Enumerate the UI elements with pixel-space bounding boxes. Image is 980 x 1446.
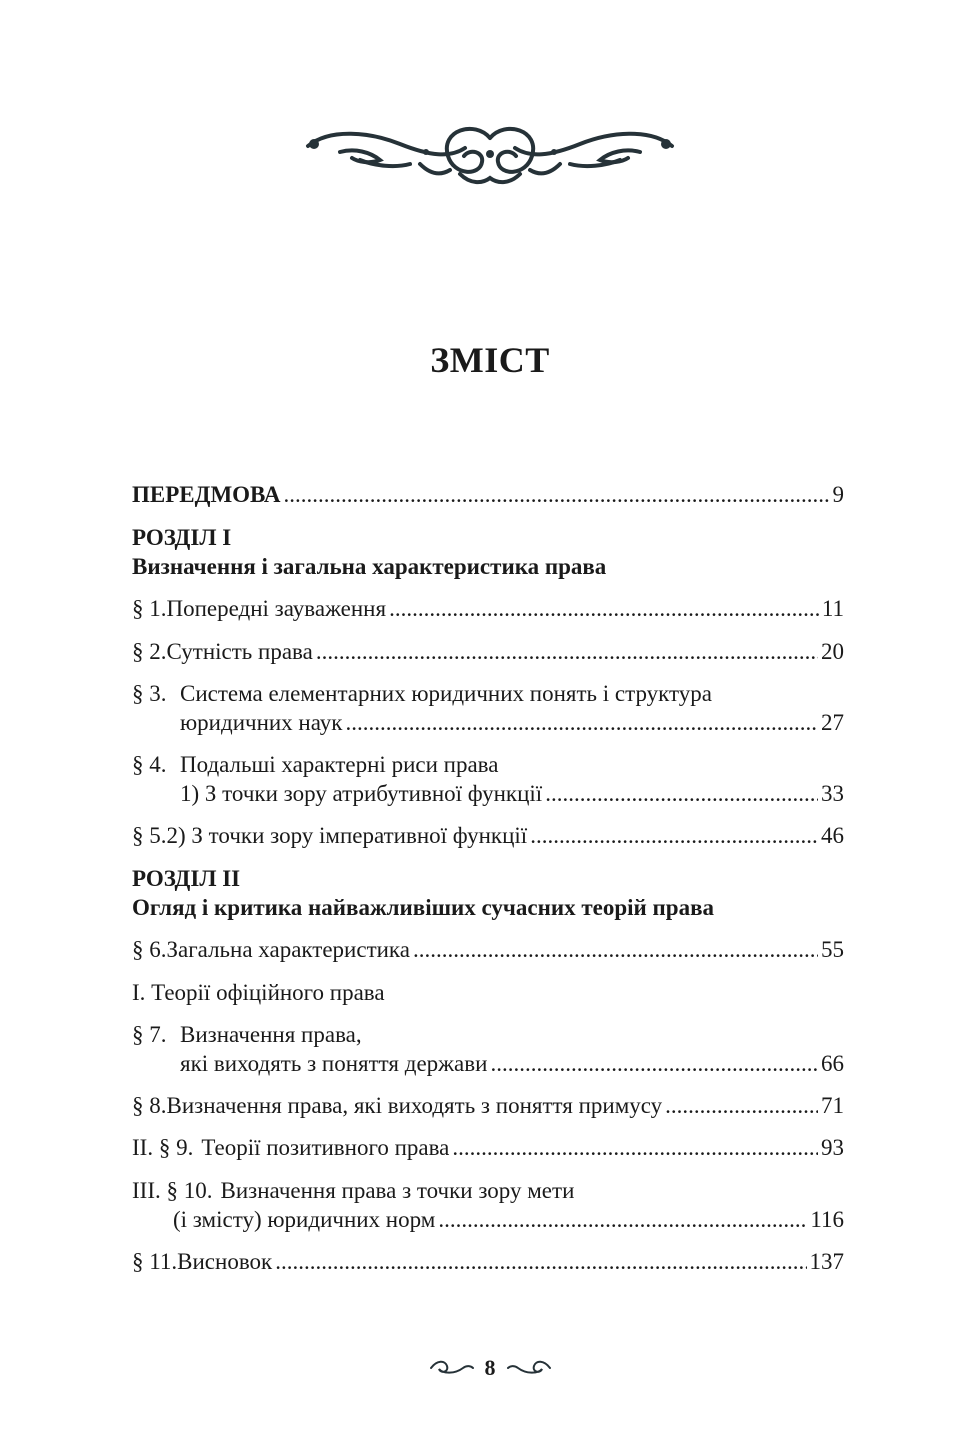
section-number: РОЗДІЛ ІІ: [132, 866, 241, 891]
toc-marker: § 1.: [132, 596, 167, 621]
section-subtitle: Визначення і загальна характеристика права: [132, 554, 607, 579]
section-heading-1: [132, 523, 844, 581]
dot-leader: [530, 821, 818, 850]
toc-entry-text-continued: юридичних наук: [180, 710, 343, 735]
toc-entry-text: Сутність права: [166, 639, 313, 664]
toc-page-number: 11: [821, 596, 844, 621]
toc-entry-preface[interactable]: [132, 480, 844, 509]
toc-marker: ІІІ. § 10.: [132, 1178, 213, 1203]
toc-page-number: 55: [821, 937, 844, 962]
toc-entry-text: Висновок: [177, 1249, 273, 1274]
dot-leader: [275, 1247, 806, 1276]
toc-page-number: 27: [821, 710, 844, 735]
swirl-ornament-right-icon: [506, 1358, 552, 1378]
swirl-ornament-left-icon: [429, 1358, 475, 1378]
toc-entry-s2[interactable]: [132, 637, 844, 666]
page-number: 8: [484, 1355, 496, 1380]
toc-marker: § 8.: [132, 1093, 167, 1118]
toc-page-number: 9: [832, 482, 844, 507]
toc-entry-text-continued: які виходять з поняття держави: [180, 1051, 488, 1076]
toc-entry-s11[interactable]: [132, 1247, 844, 1276]
toc-page-number: 71: [821, 1093, 844, 1118]
toc-marker: § 5.: [132, 823, 167, 848]
dot-leader: [452, 1133, 818, 1162]
toc-entry-s4[interactable]: [132, 750, 844, 808]
dot-leader: [389, 594, 819, 623]
dot-leader: [284, 480, 830, 509]
toc-entry-s3[interactable]: [132, 679, 844, 737]
dot-leader: [545, 779, 818, 808]
toc-page-number: 66: [821, 1051, 844, 1076]
toc-entry-text: Теорії позитивного права: [201, 1135, 450, 1160]
toc-page-number: 33: [821, 781, 844, 806]
toc-entry-s10[interactable]: [132, 1176, 844, 1234]
dot-leader: [438, 1205, 807, 1234]
decorative-scroll-ornament-icon: [300, 118, 680, 190]
toc-entry-text: 2) З точки зору імперативної функції: [166, 823, 528, 848]
section-number: РОЗДІЛ І: [132, 525, 232, 550]
toc-entry-s5[interactable]: [132, 821, 844, 850]
dot-leader: [316, 637, 818, 666]
toc-entry-text-continued: (і змісту) юридичних норм: [173, 1207, 436, 1232]
toc-marker: § 3.: [132, 681, 167, 706]
toc-entry-text-continued: 1) З точки зору атрибутивної функції: [180, 781, 543, 806]
toc-entry-s6[interactable]: [132, 935, 844, 964]
toc-entry-s8[interactable]: [132, 1091, 844, 1120]
section-heading-2: [132, 864, 844, 922]
toc-marker: § 6.: [132, 937, 167, 962]
toc-page-number: 46: [821, 823, 844, 848]
page-title: ЗМІСТ: [430, 340, 550, 380]
toc-entry-s1[interactable]: [132, 594, 844, 623]
toc-marker: ІІ. § 9.: [132, 1135, 194, 1160]
toc-entry-s7[interactable]: [132, 1020, 844, 1078]
toc-entry-text: Визначення права,: [180, 1022, 362, 1047]
section-subtitle: Огляд і критика найважливіших сучасних теорій права: [132, 895, 715, 920]
toc-entry-s9[interactable]: [132, 1133, 844, 1162]
toc-page-number: 93: [821, 1135, 844, 1160]
toc-marker: § 11.: [132, 1249, 178, 1274]
toc-subheading-official-law[interactable]: [132, 978, 844, 1007]
toc-entry-text: І. Теорії офіційного права: [132, 980, 385, 1005]
toc-entry-text: Подальші характерні риси права: [180, 752, 499, 777]
toc-entry-text: Попередні зауваження: [166, 596, 387, 621]
toc-marker: § 7.: [132, 1022, 167, 1047]
toc-entry-text: Загальна характеристика: [166, 937, 410, 962]
toc-page-number: 20: [821, 639, 844, 664]
dot-leader: [413, 935, 818, 964]
page-footer: [0, 1352, 980, 1384]
toc-marker: § 4.: [132, 752, 167, 777]
toc-page-number: 137: [809, 1249, 844, 1274]
dot-leader: [345, 708, 818, 737]
dot-leader: [665, 1091, 818, 1120]
toc-entry-text: Система елементарних юридичних понять і структура: [180, 681, 712, 706]
toc-page-number: 116: [810, 1207, 844, 1232]
toc-marker: § 2.: [132, 639, 167, 664]
dot-leader: [490, 1049, 818, 1078]
toc-entry-text: Визначення права з точки зору мети: [220, 1178, 575, 1203]
toc-entry-label: ПЕРЕДМОВА: [132, 482, 281, 507]
toc-entry-text: Визначення права, які виходять з поняття примусу: [166, 1093, 663, 1118]
